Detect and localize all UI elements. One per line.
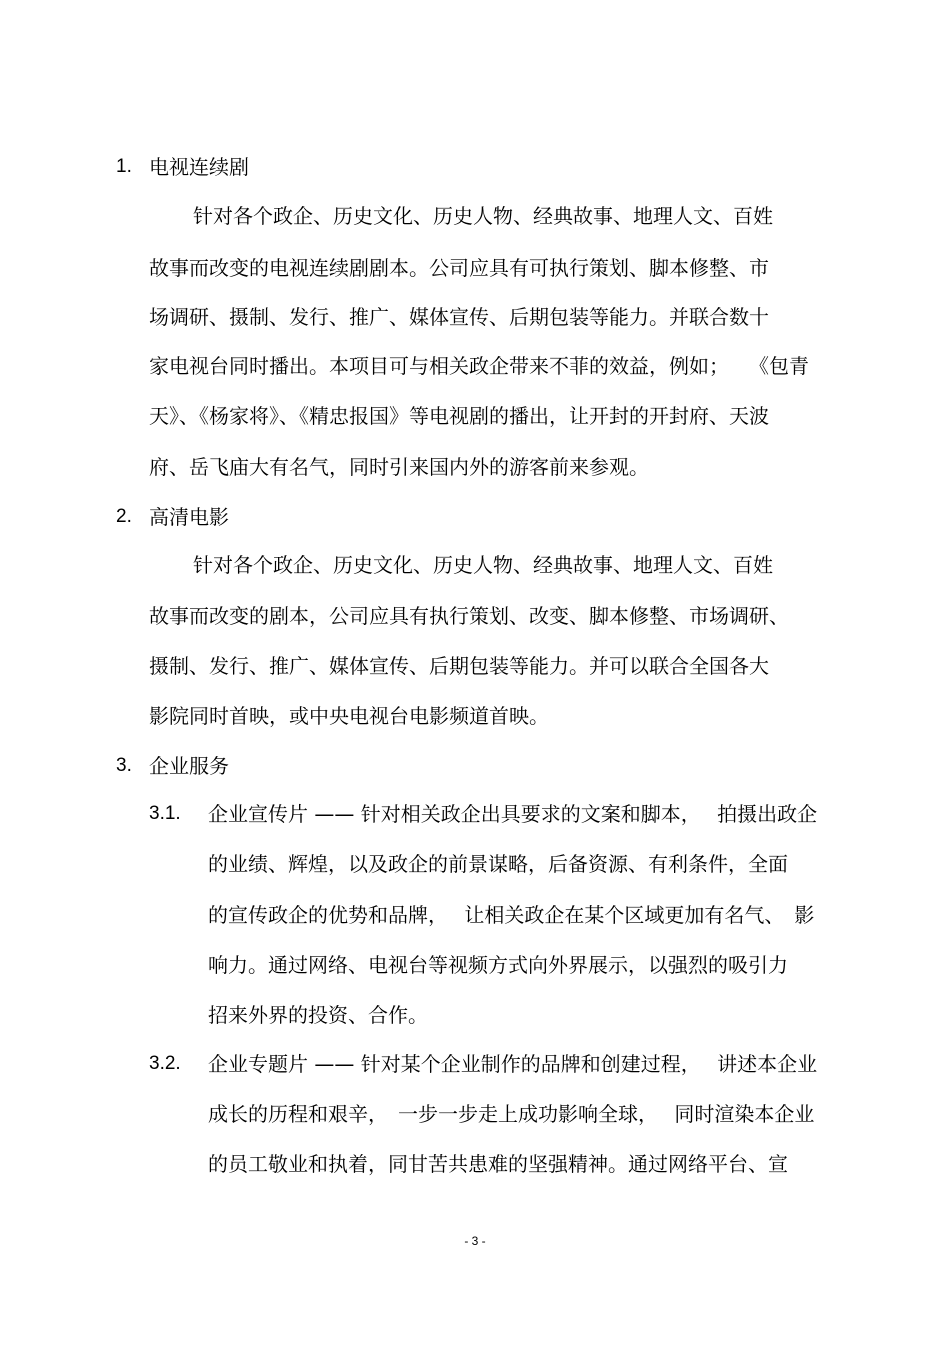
paragraph-line: 家电视台同时播出。本项目可与相关政企带来不菲的效益，例如； 《包青 (149, 354, 809, 378)
paragraph-line: 针对各个政企、历史文化、历史人物、经典故事、地理人文、百姓 (193, 553, 773, 577)
paragraph-line: 响力。通过网络、电视台等视频方式向外界展示，以强烈的吸引力 (208, 953, 788, 977)
paragraph-line: 故事而改变的电视连续剧剧本。公司应具有可执行策划、脚本修整、市 (149, 256, 769, 280)
paragraph-line: 影院同时首映，或中央电视台电影频道首映。 (149, 704, 549, 728)
paragraph-line: 招来外界的投资、合作。 (208, 1003, 428, 1027)
paragraph-line: 针对各个政企、历史文化、历史人物、经典故事、地理人文、百姓 (193, 204, 773, 228)
paragraph-line: 的员工敬业和执着，同甘苦共患难的坚强精神。通过网络平台、宣 (208, 1152, 788, 1176)
paragraph-line: 摄制、发行、推广、媒体宣传、后期包装等能力。并可以联合全国各大 (149, 654, 769, 678)
section-number: 2. (116, 506, 132, 527)
paragraph-line: 故事而改变的剧本，公司应具有执行策划、改变、脚本修整、市场调研、 (149, 604, 789, 628)
section-number: 3. (116, 755, 132, 776)
paragraph-line: 天》、《杨家将》、《精忠报国》等电视剧的播出，让开封的开封府、天波 (149, 404, 769, 428)
section-title: 电视连续剧 (149, 155, 249, 179)
paragraph-line: 成长的历程和艰辛， 一步一步走上成功影响全球， 同时渲染本企业 (208, 1102, 815, 1126)
page-number: - 3 - (464, 1234, 486, 1248)
subsection-number: 3.1. (149, 803, 181, 824)
paragraph-line: 的宣传政企的优势和品牌， 让相关政企在某个区域更加有名气、 影 (208, 903, 815, 927)
paragraph-line: 企业宣传片 —— 针对相关政企出具要求的文案和脚本， 拍摄出政企 (208, 802, 818, 826)
paragraph-line: 府、岳飞庙大有名气，同时引来国内外的游客前来参观。 (149, 455, 649, 479)
section-title: 企业服务 (149, 754, 229, 778)
subsection-number: 3.2. (149, 1053, 181, 1074)
paragraph-line: 场调研、摄制、发行、推广、媒体宣传、后期包装等能力。并联合数十 (149, 305, 769, 329)
paragraph-line: 企业专题片 —— 针对某个企业制作的品牌和创建过程， 讲述本企业 (208, 1052, 818, 1076)
section-title: 高清电影 (149, 505, 229, 529)
paragraph-line: 的业绩、辉煌，以及政企的前景谋略，后备资源、有利条件，全面 (208, 852, 788, 876)
section-number: 1. (116, 156, 132, 177)
